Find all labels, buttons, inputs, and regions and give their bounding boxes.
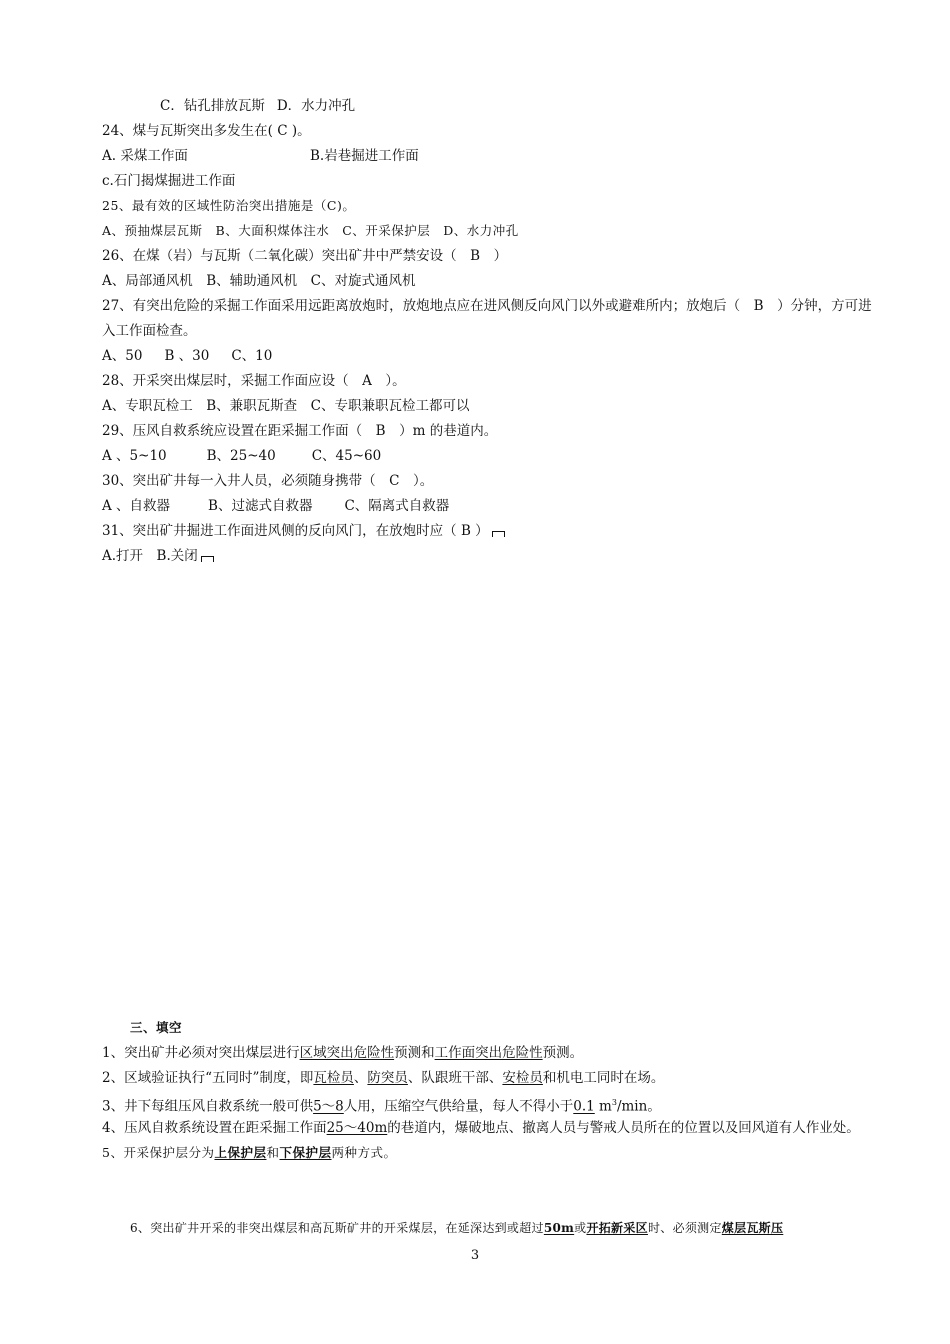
fill-6-answer-2: 开拓新采区 bbox=[586, 1221, 648, 1235]
q27-option-c: C、10 bbox=[231, 348, 273, 364]
fill-4-answer-1: 25～40m bbox=[326, 1120, 388, 1136]
q27-option-b: B 、30 bbox=[164, 348, 210, 364]
q24-option-a: A. 采煤工作面 bbox=[102, 148, 188, 164]
q29-option-c: C、45~60 bbox=[311, 448, 382, 464]
fill-item-3 bbox=[102, 1094, 661, 1116]
q31-options bbox=[102, 547, 214, 565]
q27-options bbox=[102, 347, 272, 365]
fill-3-unit-tail: /min。 bbox=[616, 1098, 661, 1115]
line-break-mark-icon bbox=[492, 531, 505, 537]
fill-item-6 bbox=[130, 1219, 783, 1237]
q25-stem: 25、最有效的区域性防治突出措施是（C)。 bbox=[102, 198, 356, 213]
q26-options: A、局部通风机 B、辅助通风机 C、对旋式通风机 bbox=[102, 273, 416, 289]
fill-6-answer-3: 煤层瓦斯压 bbox=[721, 1221, 784, 1235]
fill-2-text-b: 、队跟班干部、 bbox=[407, 1070, 503, 1086]
fill-3-answer-2: 0.1 bbox=[573, 1098, 595, 1115]
fill-6-answer-1: 50m bbox=[543, 1221, 575, 1235]
fill-1-answer-2: 工作面突出危险性 bbox=[434, 1045, 543, 1061]
q30-option-c: C、隔离式自救器 bbox=[344, 498, 450, 514]
q26-stem: 26、在煤（岩）与瓦斯（二氧化碳）突出矿井中严禁安设（ B ） bbox=[102, 248, 508, 264]
fill-2-answer-2: 防突员 bbox=[367, 1070, 408, 1086]
fill-4-text-b: 的巷道内，爆破地点、撤离人员与警戒人员所在的位置以及回风道有人作业处。 bbox=[387, 1120, 860, 1136]
q31-stem-text: 31、突出矿井掘进工作面进风侧的反向风门，在放炮时应（ B ） bbox=[102, 523, 489, 539]
fill-5-answer-1: 上保护层 bbox=[214, 1145, 267, 1160]
fill-2-text-a: 2、区域验证执行“五同时”制度，即 bbox=[102, 1070, 314, 1086]
fill-3-text-a: 3、井下每组压风自救系统一般可供 bbox=[102, 1098, 314, 1115]
fill-3-unit-exponent: 3 bbox=[611, 1098, 617, 1107]
section-heading-fill: 三、填空 bbox=[130, 1020, 183, 1035]
q24-option-b: B.岩巷掘进工作面 bbox=[310, 148, 419, 164]
fill-2-answer-3: 安检员 bbox=[502, 1070, 543, 1086]
fill-3-text-b: 人用，压缩空气供给量，每人不得小于 bbox=[343, 1098, 574, 1115]
fill-1-text-b: 预测和 bbox=[394, 1045, 435, 1061]
q24-option-c: c.石门揭煤掘进工作面 bbox=[102, 173, 236, 189]
fill-5-answer-2: 下保护层 bbox=[279, 1145, 332, 1160]
fill-2-answer-1: 瓦检员 bbox=[313, 1070, 354, 1086]
q30-option-a: A 、自救器 bbox=[102, 498, 171, 514]
fill-5-text-c: 两种方式。 bbox=[331, 1145, 397, 1160]
fill-5-text-b: 和 bbox=[266, 1145, 280, 1160]
q27-stem-line2: 入工作面检查。 bbox=[102, 323, 197, 339]
q28-options: A、专职瓦检工 B、兼职瓦斯查 C、专职兼职瓦检工都可以 bbox=[102, 398, 470, 414]
q29-options bbox=[102, 447, 381, 465]
q23-option-c: C．钻孔排放瓦斯 bbox=[160, 98, 265, 114]
fill-2-text-c: 和机电工同时在场。 bbox=[542, 1070, 665, 1086]
fill-item-4 bbox=[102, 1119, 860, 1137]
fill-1-answer-1: 区域突出危险性 bbox=[299, 1045, 395, 1061]
fill-6-text-b: 或 bbox=[574, 1221, 587, 1235]
q30-option-b: B、过滤式自救器 bbox=[208, 498, 313, 514]
q29-option-a: A 、5~10 bbox=[102, 448, 167, 464]
fill-6-text-a: 6、突出矿井开采的非突出煤层和高瓦斯矿井的开采煤层，在延深达到或超过 bbox=[130, 1221, 544, 1235]
q31-options-text: A.打开 B.关闭 bbox=[102, 548, 198, 564]
q23-option-d: D．水力冲孔 bbox=[276, 98, 356, 114]
q25-options: A、预抽煤层瓦斯 B、大面积煤体注水 C、开采保护层 D、水力冲孔 bbox=[102, 223, 519, 238]
page-number: 3 bbox=[470, 1248, 480, 1263]
q27-stem-line1: 27、有突出危险的采掘工作面采用远距离放炮时，放炮地点应在进风侧反向风门以外或避难所内；放炮后（ B ）分钟，方可进 bbox=[102, 298, 872, 314]
fill-3-answer-1: 5～8 bbox=[313, 1098, 344, 1115]
fill-2-sep: 、 bbox=[353, 1070, 368, 1086]
fill-item-2 bbox=[102, 1069, 664, 1087]
fill-item-1 bbox=[102, 1044, 583, 1062]
q29-stem: 29、压风自救系统应设置在距采掘工作面（ B ）m 的巷道内。 bbox=[102, 423, 498, 439]
q24-stem: 24、煤与瓦斯突出多发生在( C )。 bbox=[102, 123, 311, 139]
fill-3-unit: m bbox=[594, 1098, 612, 1115]
q27-option-a: A、50 bbox=[102, 348, 143, 364]
q30-stem: 30、突出矿井每一入井人员，必须随身携带（ C ）。 bbox=[102, 473, 434, 489]
fill-1-text-c: 预测。 bbox=[542, 1045, 584, 1061]
q31-stem bbox=[102, 522, 505, 540]
fill-6-text-c: 时、必须测定 bbox=[647, 1221, 722, 1235]
line-break-mark-icon bbox=[201, 556, 214, 562]
fill-4-text-a: 4、压风自救系统设置在距采掘工作面 bbox=[102, 1120, 327, 1136]
q28-stem: 28、开采突出煤层时，采掘工作面应设（ A ）。 bbox=[102, 373, 406, 389]
fill-5-text-a: 5、开采保护层分为 bbox=[102, 1145, 215, 1160]
fill-item-5 bbox=[102, 1144, 397, 1162]
fill-1-text-a: 1、突出矿井必须对突出煤层进行 bbox=[102, 1045, 300, 1061]
q23-options bbox=[160, 97, 355, 115]
q29-option-b: B、25~40 bbox=[206, 448, 276, 464]
q30-options bbox=[102, 497, 449, 515]
